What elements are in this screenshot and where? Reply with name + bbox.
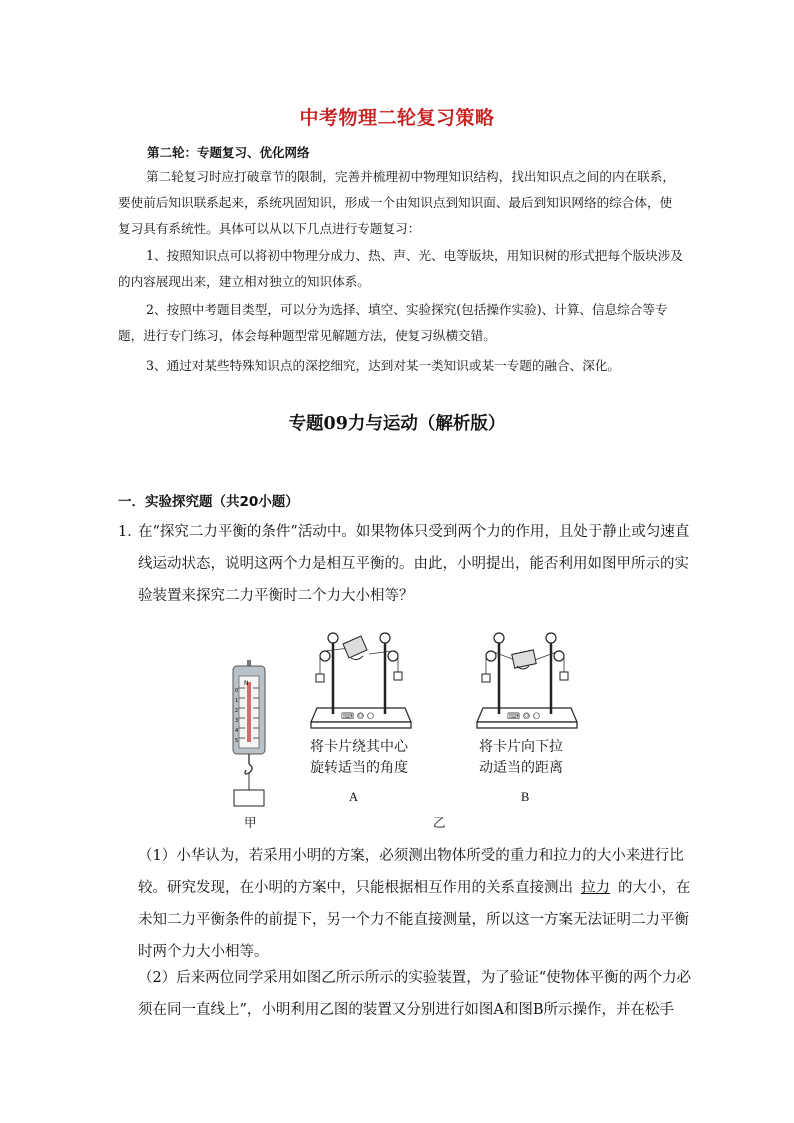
caption-a-line2: 旋转适当的角度 — [310, 760, 408, 776]
topic-title: 专题09力与运动（解析版） — [288, 414, 506, 434]
label-a: A — [349, 790, 359, 804]
caption-a-line1: 将卡片绕其中心 — [310, 739, 408, 755]
svg-text:⌨ ⭗ ⭘: ⌨ ⭗ ⭘ — [341, 712, 375, 722]
intro-paragraph: 第二轮复习时应打破章节的限制，完善并梳理初中物理知识结构，找出知识点之间的内在联系，要使前后知识联系起来，系统巩固知识，形成一个由知识点到知识面、最后到知识网络的综合体，使复习具有系统性。具体可以从以下几点进行专题复习： — [118, 169, 675, 236]
part-1-text-after: 的大小，在未知二力平衡条件的前提下，另一个力不能直接测量，所以这一方案无法证明二力平衡时两个力大小相等。 — [138, 880, 691, 960]
scale-number: 0 — [235, 688, 239, 694]
part-1-text-before: （1）小华认为，若采用小明的方案，必须测出物体所受的重力和拉力的大小来进行比较。研究发现，在小明的方案中，只能根据相互作用的关系直接测出 — [138, 848, 684, 896]
label-jia: 甲 — [244, 816, 257, 830]
caption-b-line2: 动适当的距离 — [479, 760, 563, 776]
experiment-figure — [225, 612, 585, 832]
question-text: 在“探究二力平衡的条件”活动中。如果物体只受到两个力的作用，且处于静止或匀速直线运动状态，说明这两个力是相互平衡的。由此，小明提出，能否利用如图甲所示的实验装置来探究二力平衡时二个力大小相等？ — [138, 524, 690, 604]
caption-b-line1: 将卡片向下拉 — [479, 739, 563, 755]
scale-number: 5 — [235, 738, 239, 744]
point-3: 3、通过对某些特殊知识点的深挖细究，达到对某一类知识或某一专题的融合、深化。 — [146, 358, 620, 373]
label-yi: 乙 — [433, 816, 446, 830]
label-b: B — [521, 790, 530, 804]
section-title: 一．实验探究题（共20小题） — [118, 494, 299, 510]
question-1-stem — [118, 516, 692, 612]
point-2: 2、按照中考题目类型，可以分为选择、填空、实验探究(包括操作实验)、计算、信息综合等专题，进行专门练习，体会每种题型常见解题方法，使复习纵横交错。 — [118, 302, 668, 343]
svg-text:⌨ ⭗ ⭘: ⌨ ⭗ ⭘ — [507, 712, 541, 722]
scale-number: 3 — [235, 718, 239, 724]
scale-number: 4 — [235, 728, 239, 734]
answer-blank: 拉力 — [581, 880, 610, 896]
page-title: 中考物理二轮复习策略 — [299, 107, 495, 129]
question-1-part-1 — [138, 840, 692, 968]
apparatus-b-icon — [477, 633, 577, 728]
scale-number: 2 — [235, 708, 239, 714]
strategy-subtitle: 第二轮：专题复习、优化网络 — [147, 145, 310, 160]
question-1-part-2: （2）后来两位同学采用如图乙所示所示的实验装置，为了验证“使物体平衡的两个力必须在同一直线上”，小明利用乙图的装置又分别进行如图A和图B所示操作，并在松手 — [138, 970, 692, 1018]
apparatus-a-icon — [311, 633, 411, 728]
scale-number: 1 — [235, 698, 239, 704]
question-number: 1． — [118, 524, 142, 540]
scale-letter-n: N — [244, 680, 249, 687]
point-1: 1、按照知识点可以将初中物理分成力、热、声、光、电等版块，用知识树的形式把每个版块涉及的内容展现出来，建立相对独立的知识体系。 — [118, 248, 683, 289]
